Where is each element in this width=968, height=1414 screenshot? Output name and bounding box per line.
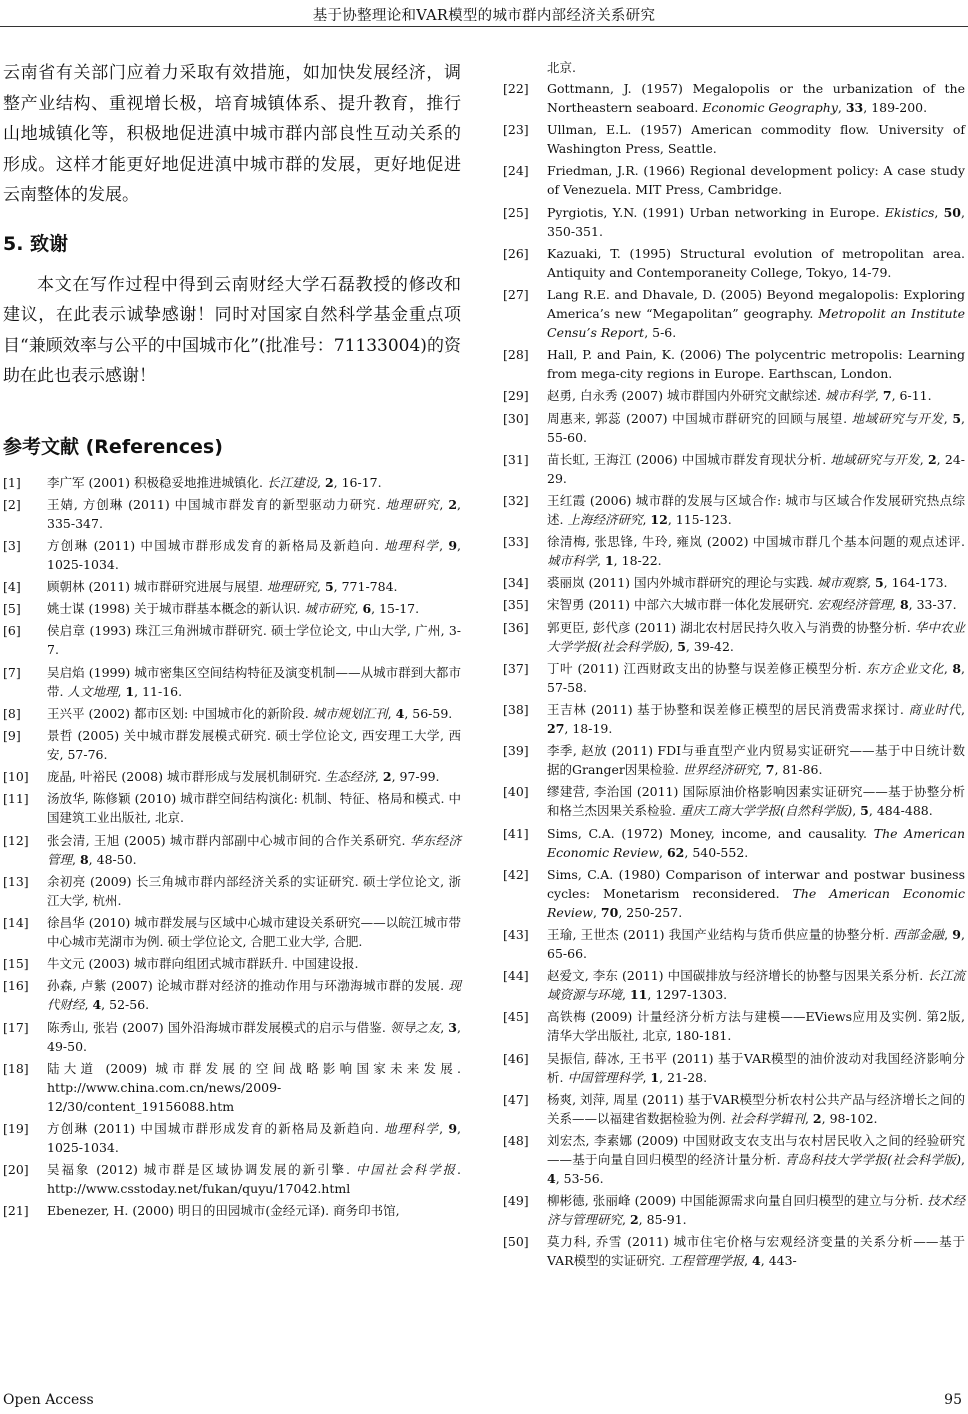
reference-item [503, 491, 965, 529]
page-number: 95 [944, 1392, 962, 1408]
reference-item [3, 495, 461, 533]
reference-list-left [3, 473, 461, 1221]
reference-item [503, 1232, 965, 1270]
reference-item [503, 573, 965, 592]
reference-number: [18] [3, 1060, 29, 1076]
reference-item [503, 450, 965, 488]
reference-text: Ullman, E.L. (1957) American commodity flow. University of Washington Press, Seattle. [547, 122, 965, 157]
reference-text: 缪建营, 李治国 (2011) 国际原油价格影响因素实证研究——基于协整分析和格兰杰因果关系检验. 重庆工商大学学报(自然科学版), 5, 484-488. [547, 784, 965, 819]
reference-text: 刘宏杰, 李素娜 (2009) 中国财政支农支出与农村居民收入之间的经验研究——基于向量自回归模型的经济计量分析. 青岛科技大学学报(社会科学版), 4, 53-56. [547, 1132, 965, 1186]
reference-number: [3] [3, 537, 21, 553]
reference-number: [7] [3, 664, 21, 680]
reference-number: [11] [3, 791, 29, 807]
reference-number: [25] [503, 204, 529, 220]
reference-text: 王吉林 (2011) 基于协整和误差修正模型的居民消费需求探讨. 商业时代, 27, 18-19. [547, 702, 965, 736]
reference-item [503, 1191, 965, 1229]
reference-item [3, 913, 461, 951]
reference-number: [36] [503, 619, 529, 635]
reference-text: Gottmann, J. (1957) Megalopolis or the urbanization of the Northeastern seaboard. Economic Geography, 33, 189-200. [547, 81, 965, 115]
reference-continuation: 北京. [547, 60, 576, 75]
reference-number: [44] [503, 968, 529, 984]
reference-number: [12] [3, 832, 29, 848]
reference-number: [45] [503, 1009, 529, 1025]
reference-text: Hall, P. and Pain, K. (2006) The polycentric metropolis: Learning from mega-city regions in Europe. Earthscan, London. [547, 347, 965, 382]
reference-text: 柳彬德, 张丽峰 (2009) 中国能源需求向量自回归模型的建立与分析. 技术经济与管理研究, 2, 85-91. [547, 1193, 965, 1228]
reference-number: [43] [503, 926, 529, 942]
reference-item [503, 386, 965, 405]
reference-number: [17] [3, 1019, 29, 1035]
reference-text: 张会清, 王旭 (2005) 城市群内部副中心城市间的合作关系研究. 华东经济管理, 8, 48-50. [47, 832, 461, 867]
reference-list-right [503, 79, 965, 1270]
reference-item [3, 536, 461, 574]
body-paragraph-1: 云南省有关部门应着力采取有效措施，如加快发展经济，调整产业结构、重视增长极，培育城镇体系、提升教育，推行山地城镇化等，积极地促进滇中城市群内部良性互动关系的形成。这样才能更好地促进滇中城市群的发展，更好地促进云南整体的发展。 [3, 63, 461, 205]
reference-text: Sims, C.A. (1972) Money, income, and causality. The American Economic Review, 62, 540-552. [547, 825, 965, 860]
reference-item [3, 1059, 461, 1116]
reference-number: [19] [3, 1120, 29, 1136]
footer-open-access: Open Access [3, 1392, 94, 1408]
reference-number: [47] [503, 1091, 529, 1107]
reference-item [3, 872, 461, 910]
reference-text: Pyrgiotis, Y.N. (1991) Urban networking in Europe. Ekistics, 50, 350-351. [547, 204, 965, 239]
reference-number: [15] [3, 956, 29, 972]
reference-number: [10] [3, 769, 29, 785]
reference-number: [37] [503, 660, 529, 676]
reference-text: 王瑜, 王世杰 (2011) 我国产业结构与货币供应量的协整分析. 西部金融, 9, 65-66. [547, 926, 965, 961]
reference-number: [50] [503, 1234, 529, 1250]
reference-number: [8] [3, 705, 21, 721]
reference-text: 徐昌华 (2010) 城市群发展与区域中心城市建设关系研究——以皖江城市带中心城市芜湖市为例. 硕士学位论文, 合肥工业大学, 合肥. [47, 914, 461, 949]
reference-item [3, 789, 461, 827]
reference-number: [4] [3, 579, 21, 595]
reference-number: [42] [503, 866, 529, 882]
reference-text: 郭更臣, 彭代彦 (2011) 湖北农村居民持久收入与消费的协整分析. 华中农业大学学报(社会科学版), 5, 39-42. [547, 619, 965, 654]
reference-number: [26] [503, 245, 529, 261]
reference-item [503, 782, 965, 820]
reference-text: 高铁梅 (2009) 计量经济分析方法与建模——EViews应用及实例. 第2版, 清华大学出版社, 北京, 180-181. [547, 1009, 965, 1044]
reference-number: [32] [503, 492, 529, 508]
header-rule [0, 26, 968, 27]
reference-item [3, 704, 461, 723]
reference-item [503, 120, 965, 158]
reference-text: 陆大道 (2009) 城市群发展的空间战略影响国家未来发展. http://www.china.com.cn/news/2009-12/30/content_19156088.htm [47, 1060, 461, 1114]
reference-text: Friedman, J.R. (1966) Regional development policy: A case study of Venezuela. MIT Press, Cambridge. [547, 163, 965, 198]
reference-number: [5] [3, 601, 21, 617]
left-column [3, 58, 461, 1223]
reference-item [503, 1007, 965, 1045]
reference-text: 徐清梅, 张思锋, 牛玲, 雍岚 (2002) 中国城市群几个基本问题的观点述评. 城市科学, 1, 18-22. [547, 534, 965, 569]
reference-item [503, 741, 965, 779]
reference-number: [14] [3, 914, 29, 930]
references-heading: 参考文献 (References) [3, 435, 223, 458]
reference-number: [6] [3, 623, 21, 639]
reference-item [503, 409, 965, 447]
reference-item [503, 1090, 965, 1128]
reference-item [3, 663, 461, 701]
reference-text: 方创琳 (2011) 中国城市群形成发育的新格局及新趋向. 地理科学, 9, 1025-1034. [47, 1120, 461, 1155]
reference-number: [29] [503, 388, 529, 404]
running-title: 基于协整理论和VAR模型的城市群内部经济关系研究 [312, 8, 656, 24]
reference-item [503, 345, 965, 383]
reference-text: 汤放华, 陈修颖 (2010) 城市群空间结构演化: 机制、特征、格局和模式. 中国建筑工业出版社, 北京. [47, 791, 461, 826]
reference-text: 牛文元 (2003) 城市群向组团式城市群跃升. 中国建设报. [47, 956, 359, 972]
reference-text: 周惠来, 郭蕊 (2007) 中国城市群研究的回顾与展望. 地域研究与开发, 5, 55-60. [547, 410, 966, 445]
reference-item [503, 618, 965, 656]
reference-text: 姚士谋 (1998) 关于城市群基本概念的新认识. 城市研究, 6, 15-17. [47, 601, 420, 617]
reference-number: [16] [3, 978, 29, 994]
reference-item [503, 244, 965, 282]
reference-item [3, 831, 461, 869]
reference-number: [23] [503, 122, 529, 138]
reference-text: Lang R.E. and Dhavale, D. (2005) Beyond megalopolis: Exploring America’s new “Megapolitan” geography. Metropolit an Institute Censu’s Report, 5-6. [547, 286, 965, 340]
reference-item [503, 700, 965, 738]
reference-item [3, 1160, 461, 1198]
reference-number: [39] [503, 743, 529, 759]
reference-text: 苗长虹, 王海江 (2006) 中国城市群发育现状分析. 地域研究与开发, 2, 24-29. [547, 451, 966, 486]
reference-number: [33] [503, 534, 529, 550]
reference-text: 吴振信, 薛冰, 王书平 (2011) 基于VAR模型的油价波动对我国经济影响分析. 中国管理科学, 1, 21-28. [547, 1050, 965, 1085]
reference-item [3, 767, 461, 786]
reference-item [3, 473, 461, 492]
reference-item [503, 79, 965, 117]
reference-number: [46] [503, 1050, 529, 1066]
reference-text: Kazuaki, T. (1995) Structural evolution of metropolitan area. Antiquity and Contemporaneity College, Tokyo, 14-79. [547, 245, 965, 280]
reference-text: 吴福象 (2012) 城市群是区域协调发展的新引擎. 中国社会科学报. http://www.csstoday.net/fukan/quyu/17042.html [47, 1162, 461, 1197]
reference-number: [2] [3, 496, 21, 512]
reference-text: 李广军 (2001) 积极稳妥地推进城镇化. 长江建设, 2, 16-17. [47, 474, 382, 490]
reference-number: [31] [503, 451, 529, 467]
reference-text: 丁叶 (2011) 江西财政支出的协整与误差修正模型分析. 东方企业文化, 8, 57-58. [547, 660, 965, 695]
reference-text: 宋智勇 (2011) 中部六大城市群一体化发展研究. 宏观经济管理, 8, 33-37. [547, 597, 957, 613]
reference-text: 李季, 赵放 (2011) FDI与垂直型产业内贸易实证研究——基于中日统计数据的Granger因果检验. 世界经济研究, 7, 81-86. [547, 743, 965, 778]
reference-number: [48] [503, 1132, 529, 1148]
reference-item [503, 285, 965, 342]
reference-number: [1] [3, 474, 21, 490]
reference-text: 顾朝林 (2011) 城市群研究进展与展望. 地理研究, 5, 771-784. [47, 579, 398, 595]
reference-number: [30] [503, 410, 529, 426]
reference-item [503, 161, 965, 199]
reference-number: [20] [3, 1162, 29, 1178]
reference-item [3, 726, 461, 764]
reference-number: [27] [503, 286, 529, 302]
reference-number: [38] [503, 702, 529, 717]
right-column [503, 58, 965, 1273]
reference-item [503, 1131, 965, 1188]
reference-number: [49] [503, 1193, 529, 1209]
acknowledgement-paragraph: 本文在写作过程中得到云南财经大学石磊教授的修改和建议，在此表示诚挚感谢！同时对国家自然科学基金重点项目“兼顾效率与公平的中国城市化”(批准号：71133004)的资助在此也表示感谢！ [3, 274, 461, 386]
reference-item [503, 659, 965, 697]
reference-number: [9] [3, 728, 21, 743]
reference-item [3, 577, 461, 596]
reference-item [3, 976, 461, 1014]
reference-item [503, 595, 965, 614]
reference-number: [40] [503, 784, 529, 800]
reference-text: 王婧, 方创琳 (2011) 中国城市群发育的新型驱动力研究. 地理研究, 2, 335-347. [47, 496, 461, 531]
reference-text: 莫力科, 乔雪 (2011) 城市住宅价格与宏观经济变量的关系分析——基于VAR模型的实证研究. 工程管理学报, 4, 443- [547, 1234, 965, 1269]
reference-item [503, 966, 965, 1004]
reference-item [3, 1018, 461, 1056]
reference-text: 方创琳 (2011) 中国城市群形成发育的新格局及新趋向. 地理科学, 9, 1025-1034. [47, 537, 461, 572]
reference-item [503, 824, 965, 862]
reference-text: 陈秀山, 张岩 (2007) 国外沿海城市群发展模式的启示与借鉴. 领导之友, 3, 49-50. [47, 1019, 461, 1054]
reference-item [503, 532, 965, 570]
reference-text: 赵勇, 白永秀 (2007) 城市群国内外研究文献综述. 城市科学, 7, 6-11. [547, 388, 932, 404]
reference-item [3, 954, 461, 973]
reference-number: [21] [3, 1203, 29, 1219]
reference-number: [34] [503, 575, 529, 591]
reference-text: 侯启章 (1993) 珠江三角洲城市群研究. 硕士学位论文, 中山大学, 广州, 3-7. [47, 623, 461, 658]
reference-item [503, 925, 965, 963]
reference-text: Sims, C.A. (1980) Comparison of interwar and postwar business cycles: Monetarism reconsidered. The American Economic Review, 70, 250-257. [547, 866, 965, 920]
reference-number: [28] [503, 347, 529, 363]
reference-number: [35] [503, 597, 529, 613]
reference-text: 王兴平 (2002) 都市区划: 中国城市化的新阶段. 城市规划汇刊, 4, 56-59. [47, 705, 453, 721]
reference-text: 王红霞 (2006) 城市群的发展与区域合作: 城市与区域合作发展研究热点综述. 上海经济研究, 12, 115-123. [547, 492, 965, 527]
reference-item [3, 599, 461, 618]
reference-number: [13] [3, 873, 29, 889]
reference-item [503, 865, 965, 922]
reference-text: 赵爱文, 李东 (2011) 中国碳排放与经济增长的协整与因果关系分析. 长江流域资源与环境, 11, 1297-1303. [547, 968, 965, 1003]
reference-number: [41] [503, 825, 529, 841]
reference-number: [22] [503, 81, 529, 96]
reference-item [3, 621, 461, 659]
reference-number: [24] [503, 163, 529, 179]
reference-item [3, 1119, 461, 1157]
acknowledgement-heading: 5. 致谢 [3, 232, 69, 255]
reference-item [503, 203, 965, 241]
reference-text: 吴启焰 (1999) 城市密集区空间结构特征及演变机制——从城市群到大都市带. 人文地理, 1, 11-16. [47, 664, 461, 699]
reference-item [503, 1049, 965, 1087]
reference-text: 孙森, 卢紫 (2007) 论城市群对经济的推动作用与环渤海城市群的发展. 现代财经, 4, 52-56. [47, 978, 461, 1013]
reference-text: Ebenezer, H. (2000) 明日的田园城市(金经元译). 商务印书馆, [47, 1203, 400, 1219]
reference-text: 景哲 (2005) 关中城市群发展模式研究. 硕士学位论文, 西安理工大学, 西安, 57-76. [47, 728, 461, 762]
reference-text: 庞晶, 叶裕民 (2008) 城市群形成与发展机制研究. 生态经济, 2, 97-99. [47, 769, 440, 785]
reference-text: 余初亮 (2009) 长三角城市群内部经济关系的实证研究. 硕士学位论文, 浙江大学, 杭州. [47, 873, 461, 908]
reference-text: 裘丽岚 (2011) 国内外城市群研究的理论与实践. 城市观察, 5, 164-173. [547, 575, 948, 591]
reference-text: 杨爽, 刘萍, 周星 (2011) 基于VAR模型分析农村公共产品与经济增长之间的关系——以福建省数据检验为例. 社会科学辑刊, 2, 98-102. [547, 1091, 965, 1126]
reference-item [3, 1201, 461, 1220]
